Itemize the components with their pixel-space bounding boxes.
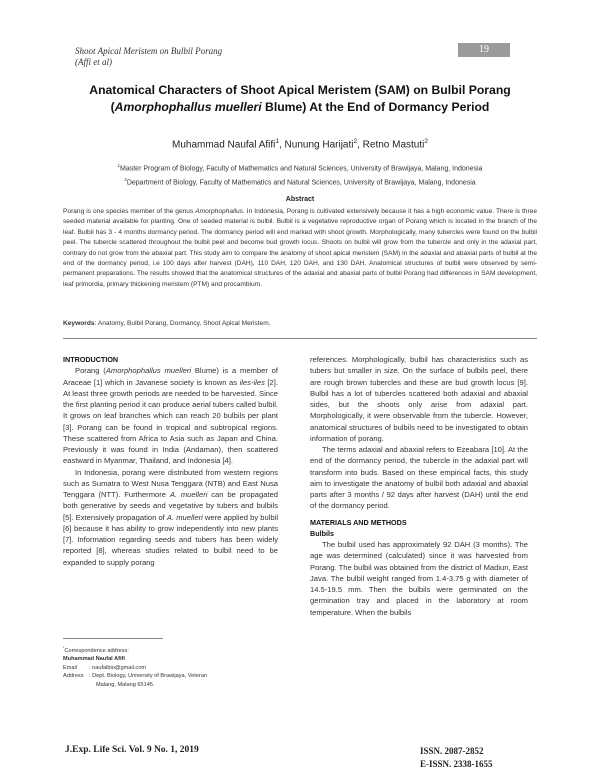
correspondence-email: Email : naufalbio@gmail.com: [63, 664, 146, 671]
intro-paragraph-3: references. Morphologically, bulbil has characteristics such as tubers but smaller in size. On the surface of bulbils peel, there are rough brown tubercles and these are bud growth locus [9]. Bulbil has a lot of tubercles scattered both adaxial and abaxial sides, but the shoots only arise from adaxial part. Morphologically, it were observable from the tubercle. However, anatomical structures of bulbils need to be investigated to obtain information of porang.: [310, 355, 528, 443]
journal-citation: J.Exp. Life Sci. Vol. 9 No. 1, 2019: [65, 745, 199, 755]
footnote-rule: [63, 638, 163, 639]
affiliation-2: $^2$Department of Biology, Faculty of Mathematics and Natural Sciences, University of Brawijaya, Malang, Indonesia: [124, 177, 476, 187]
correspondence-name: Muhammad Naufal Afifi: [63, 656, 125, 663]
keywords: Keywords: Anatomy, Bulbil Porang, Dormancy, Shoot Apical Meristem.: [63, 320, 271, 327]
paper-title: [60, 82, 540, 116]
correspondence-heading: *Correspondence address:: [63, 646, 129, 654]
keywords-label: Keywords: [63, 320, 95, 327]
issn-block: [420, 745, 493, 771]
eissn: E-ISSN. 2338-1655: [420, 759, 493, 769]
page-number: 19: [458, 43, 510, 57]
affiliation-1: $^1$Master Program of Biology, Faculty of Mathematics and Natural Sciences, University of Brawijaya, Malang, Indonesia: [117, 163, 483, 173]
abstract-heading: Abstract: [285, 196, 315, 203]
intro-paragraph-4: The terms adaxial and abaxial refers to Ezeabara [10]. At the end of the dormancy period, the tubercle in the adaxial part will transform into buds. Based on these empirical facts, this study aim to investigate the anatomy of bulbil both adaxial and abaxial parts after 3 months / 92 days after harvest (DAH) until the end of the dormancy period.: [310, 445, 528, 511]
title-line-1: Anatomical Characters of Shoot Apical Meristem (SAM) on Bulbil Porang: [89, 83, 511, 97]
correspondence-address: Address : Dept. Biology, University of Brawijaya, Veteran: [63, 673, 208, 680]
author-list: Muhammad Naufal Afifi$^1$, Nunung Harijati$^2$, Retno Mastuti$^2$: [171, 138, 428, 151]
correspondence: [63, 644, 283, 689]
right-column: [310, 354, 528, 618]
section-divider: [63, 338, 537, 339]
intro-paragraph-2: In Indonesia, porang were distributed from western regions such as Sumatra to West Nusa Tenggara (NTB) and East Nusa Tenggara (NTT). Furthermore A. muelleri can be propagated both generative by seeds and vegetative by tubers and bulbils [5]. Extensively propagation of A. muelleri were applied by bulbil [6] because it has ability to grow independently into new plants [7]. Information regarding seeds and tubers has been widely reported [8], whereas studies related to bulbil need to be expanded to supply porang: [63, 467, 279, 567]
introduction-heading: INTRODUCTION: [63, 355, 119, 364]
running-authors: (Affi et al): [75, 57, 112, 67]
running-header: [75, 46, 222, 68]
methods-paragraph-1: The bulbil used has approximately 92 DAH (3 months). The age was determined (calculated) since it was harvested from Porang. The bulbil was obtained from the district of Madiun, East Java. The bulbil weight ranged from 1.4-3.75 g with diameter of 14.5-19.5 mm. Then the bulbils were germinated on the germination tray and placed in the laboratory at room temperature. When the bulbils: [310, 540, 528, 617]
title-line-2: (Amorphophallus muelleri Blume) At the End of Dormancy Period: [110, 100, 490, 114]
correspondence-address-2: Malang, Malang 65145.: [96, 681, 155, 688]
title-species: Amorphophallus muelleri: [114, 100, 262, 114]
issn: ISSN. 2087-2852: [420, 746, 484, 756]
abstract-body: Porang is one species member of the genus Amorphophallus. In Indonesia, Porang is cultivated extensively because it has a high economic value. There is three seeded material available for planting. One of seeded material is bulbil. Bulbil is a vegetative reproductive organ of Porang which is located in the branch of the leaf. Bulbil has 3 - 4 months dormancy period. The dormancy period will end marked with shoot growth. Morphologically, many tubercles were found on the bulbil peel. The tubercle scattered throughout the bulbil peel and become bud growth locus. Shoots on bulbil will grow from the tubercle and only in the adaxial part, contrary do not grow from the abaxial part. This study aim to compare the anatomy of shoot apical meristem (SAM) in the adaxial and abaxial parts of bulbil at the end of the dormancy period, i.e 100 days after harvest (DAH), 110 DAH, 120 DAH, and 130 DAH. Anatomical structures of bulbil were observed by semi-permanent preparations. The results showed that the anatomical structures of the adaxial and abaxial parts of bulbil Porang had differences in SAM development, leaf primordia, primary thickening meristem (PTM) and procambium.: [63, 208, 537, 288]
affiliations: [60, 160, 540, 189]
methods-subheading-bulbils: Bulbils: [310, 528, 334, 538]
left-column: [63, 354, 278, 568]
running-title: Shoot Apical Meristem on Bulbil Porang: [75, 46, 223, 56]
intro-paragraph-1: Porang (Amorphophallus muelleri Blume) is a member of Araceae [1] which in Javanese society is known as iles-iles [2]. At least three growth periods are needed to be harvested. Since the first planting period it can produce aerial tubers called bulbil. It grows on leaf branches which can reach 20 bulbils per plant [3]. Porang can be found in tropical and subtropical regions. These scattered from Africa to Asia such as Japan and China. Previously it was found in India (Andaman), then scattered eastward in Myanmar, Thailand, and Indonesia [4].: [63, 366, 278, 466]
methods-heading: MATERIALS AND METHODS: [310, 517, 407, 527]
